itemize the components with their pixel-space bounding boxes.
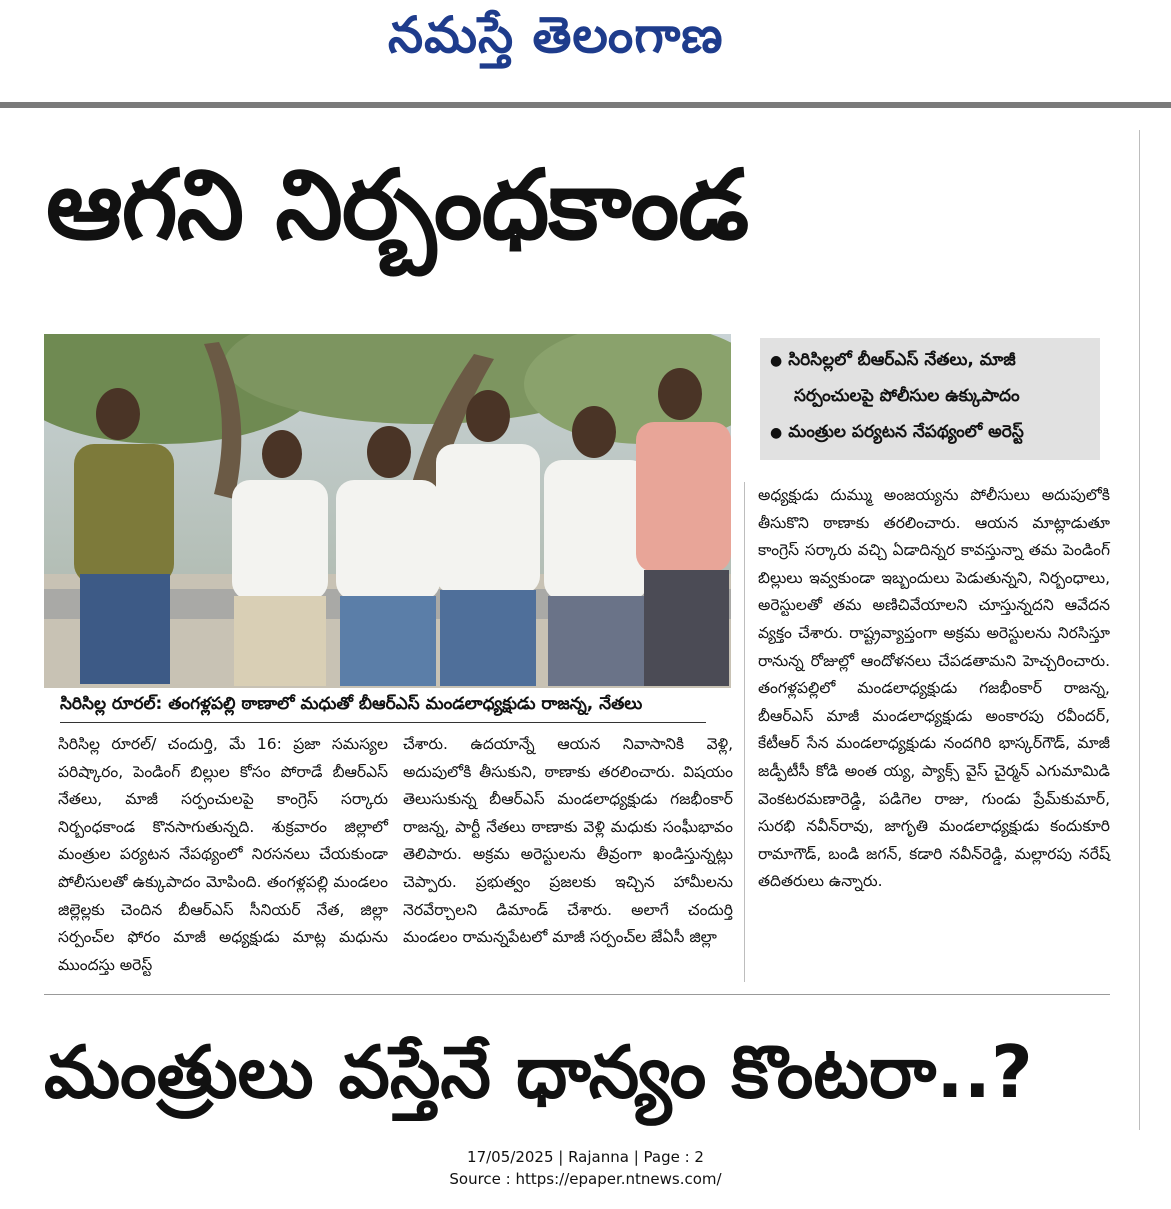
- article-column-3: అధ్యక్షుడు దుమ్ము అంజయ్యను పోలీసులు అదుపులోకి తీసుకొని ఠాణాకు తరలించారు. ఆయన మాట్లాడుతూ కాంగ్రెస్ సర్కారు వచ్చి ఏడాదిన్నర కావస్తున్నా తమ పెండింగ్ బిల్లులు ఇవ్వకుండా ఇబ్బందులు పెడుతున్నని, నిర్బంధాలు, అరెస్టులతో తమ అణిచివేయాలని చూస్తున్నదని ఆవేదన వ్యక్తం చేశారు. రాష్ట్రవ్యాప్తంగా అక్రమ అరెస్టులను నిరసిస్తూ రానున్న రోజుల్లో ఆందోళనలు చేపడతామని హెచ్చరించారు. తంగళ్లపల్లిలో మండలాధ్యక్షుడు గజభీంకార్ రాజన్న, బీఆర్ఎస్ మాజీ మండలాధ్యక్షుడు అంకారపు రవీందర్, కేటీఆర్ సేన మండలాధ్యక్షుడు నందగిరి భాస్కర్‌గౌడ్, మాజీ జడ్పీటీసీ కోడి అంత య్య, ప్యాక్స్ వైస్ చైర్మన్ ఎగుమామిడి వెంకటరమణారెడ్డి, పడిగెల రాజు, గుండు ప్రేమ్‌కుమార్, సురభి నవీన్‌రావు, జాగృతి మండలాధ్యక్షుడు కందుకూరి రామాగౌడ్, బండి జగన్, కడారి నవీన్‌రెడ్డి, మల్లారపు నరేష్ తదితరులు ఉన్నారు.: [758, 486, 1110, 891]
- footer-date-edition: 17/05/2025 | Rajanna | Page : 2: [467, 1148, 704, 1166]
- group-photo-image: [44, 334, 731, 688]
- highlight-item: సర్పంచులపై పోలీసుల ఉక్కుపాదం: [794, 386, 1020, 406]
- newspaper-logo: నమస్తే తెలంగాణ: [388, 6, 724, 64]
- caption-text: తంగళ్లపల్లి ఠాణాలో మధుతో బీఆర్ఎస్ మండలాధ్యక్షుడు రాజన్న, నేతలు: [168, 694, 643, 714]
- highlight-item: ● మంత్రుల పర్యటన నేపథ్యంలో అరెస్ట్: [770, 422, 1024, 442]
- caption-dateline: సిరిసిల్ల రూరల్:: [60, 694, 163, 714]
- footer-source: Source : https://epaper.ntnews.com/: [449, 1170, 722, 1188]
- highlights-box: [760, 338, 1100, 460]
- column-divider: [744, 482, 745, 982]
- bullet-icon: ●: [770, 425, 783, 441]
- masthead: [0, 0, 1171, 100]
- photo-caption: [60, 694, 706, 723]
- bullet-icon: ●: [770, 353, 783, 369]
- section-divider: [44, 994, 1110, 995]
- main-headline: ఆగని నిర్బంధకాండ: [46, 149, 749, 261]
- masthead-divider: [0, 102, 1171, 108]
- article-column-2: చేశారు. ఉదయాన్నే ఆయన నివాసానికి వెళ్లి, అదుపులోకి తీసుకుని, ఠాణాకు తరలించారు. విషయం తెలుసుకున్న బీఆర్ఎస్ మండలాధ్యక్షుడు గజభీంకార్ రాజన్న, పార్టీ నేతలు ఠాణాకు వెళ్లి మధుకు సంఘీభావం తెలిపారు. అక్రమ అరెస్టులను తీవ్రంగా ఖండిస్తున్నట్లు చెప్పారు. ప్రభుత్వం ప్రజలకు ఇచ్చిన హామీలను నెరవేర్చాలని డిమాండ్ చేశారు. అలాగే చందుర్తి మండలం రామన్నపేటలో మాజీ సర్పంచ్‌ల జేఏసీ జిల్లా: [403, 735, 733, 947]
- news-photo: [44, 334, 731, 688]
- page-edge-divider: [1139, 130, 1140, 1130]
- article-column-1: సిరిసిల్ల రూరల్/ చందుర్తి, మే 16: ప్రజా సమస్యల పరిష్కారం, పెండింగ్ బిల్లుల కోసం పోరాడే బీఆర్ఎస్ నేతలు, మాజీ సర్పంచులపై కాంగ్రెస్ సర్కారు నిర్బంధకాండ కొనసాగుతున్నది. శుక్రవారం జిల్లాలో మంత్రుల పర్యటన నేపథ్యంలో నిరసనలు చేయకుండా పోలీసులతో ఉక్కుపాదం మోపింది. తంగళ్లపల్లి మండలం జిల్లెల్లకు చెందిన బీఆర్ఎస్ సీనియర్ నేత, జిల్లా సర్పంచ్‌ల ఫోరం మాజీ అధ్యక్షుడు మాట్ల మధును ముందస్తు అరెస్ట్: [58, 735, 388, 974]
- highlight-item: ● సిరిసిల్లలో బీఆర్ఎస్ నేతలు, మాజీ: [770, 350, 1016, 370]
- second-headline: మంత్రులు వస్తేనే ధాన్యం కొంటరా..?: [44, 1030, 1033, 1114]
